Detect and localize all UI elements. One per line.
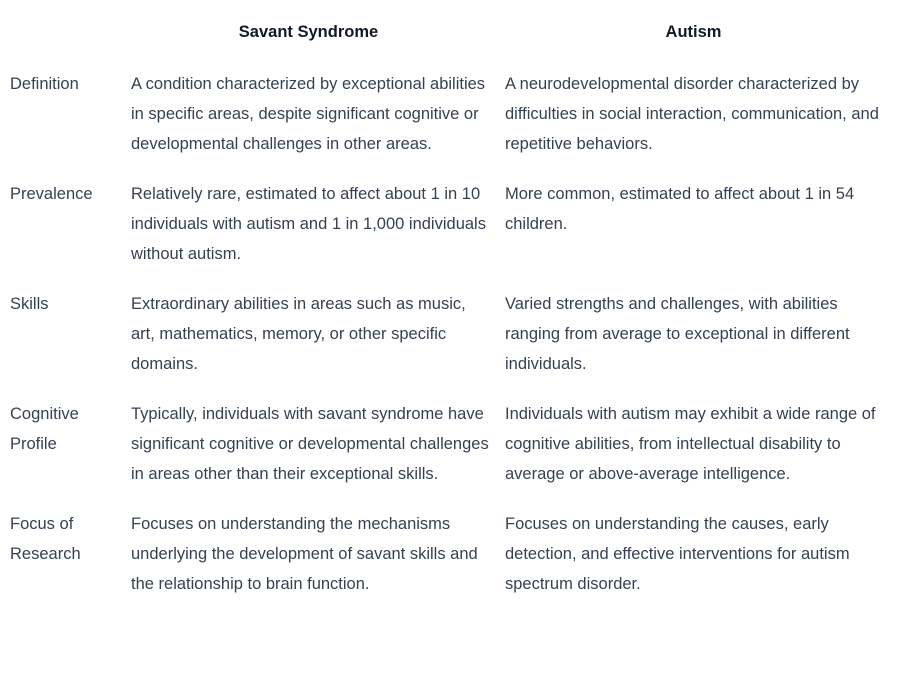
header-row — [0, 0, 892, 64]
autism-cell: Focuses on understanding the causes, early detection, and effective interventions for autism spectrum disorder. — [505, 515, 850, 593]
header-autism: Autism — [665, 22, 722, 41]
row-label: Prevalence — [10, 185, 93, 203]
table-row-definition — [0, 64, 892, 174]
table-row-skills — [0, 284, 892, 394]
header-empty — [0, 0, 122, 64]
row-label: Definition — [10, 75, 79, 93]
table-row-cognitive-profile — [0, 394, 892, 504]
row-label: Cognitive Profile — [10, 405, 79, 453]
savant-cell: Relatively rare, estimated to affect about 1 in 10 individuals with autism and 1 in 1,000 individuals without autism. — [131, 185, 486, 263]
row-label: Focus of Research — [10, 515, 81, 563]
header-savant-syndrome: Savant Syndrome — [238, 22, 379, 41]
autism-cell: Individuals with autism may exhibit a wide range of cognitive abilities, from intellectual disability to average or above-average intelligence. — [505, 405, 876, 483]
table-row-prevalence — [0, 174, 892, 284]
autism-cell: A neurodevelopmental disorder characterized by difficulties in social interaction, communication, and repetitive behaviors. — [505, 75, 879, 153]
autism-cell: Varied strengths and challenges, with abilities ranging from average to exceptional in different individuals. — [505, 295, 850, 373]
row-label: Skills — [10, 295, 49, 313]
table-row-focus-of-research — [0, 504, 892, 614]
savant-cell: Extraordinary abilities in areas such as music, art, mathematics, memory, or other specific domains. — [131, 295, 466, 373]
savant-cell: Focuses on understanding the mechanisms underlying the development of savant skills and the relationship to brain function. — [131, 515, 478, 593]
autism-cell: More common, estimated to affect about 1 in 54 children. — [505, 185, 855, 233]
savant-cell: Typically, individuals with savant syndrome have significant cognitive or developmental challenges in areas other than their exceptional skills. — [131, 405, 489, 483]
savant-cell: A condition characterized by exceptional abilities in specific areas, despite significant cognitive or developmental challenges in other areas. — [131, 75, 486, 153]
